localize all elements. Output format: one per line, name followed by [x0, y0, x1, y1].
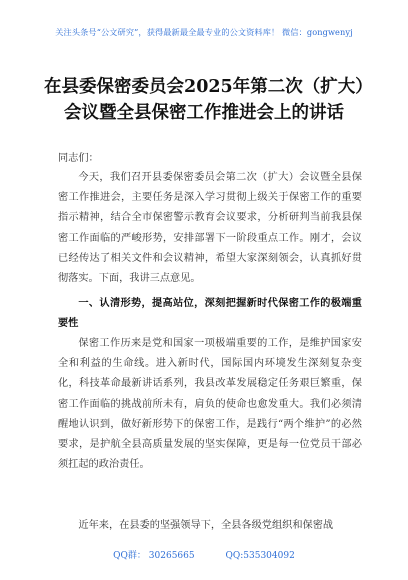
paragraph-continued: 近年来，在县委的坚强领导下，全县各级党组织和保密战: [78, 520, 334, 531]
footer-qq-group: QQ群： 30265665: [113, 551, 195, 561]
paragraph-intro: 今天，我们召开县委保密委员会第二次（扩大）会议暨全县保密工作推进会，主要任务是深入学习贯彻上级关于保密工作的重要指示精神，结合全市保密警示教育会议要求，分析研判当前我县保密工作面临的严峻形势，安排部署下一阶段重点工作。刚才，会议已经传达了相关文件和会议精神，希望大家深刻领会，认真抓好贯彻落实。下面，我讲三点意见。: [58, 172, 362, 285]
footer-contact: [0, 548, 408, 561]
paragraph-section-1: 保密工作历来是党和国家一项极端重要的工作，是维护国家安全和利益的生命线。进入新时代，国际国内环境发生深刻复杂变化，科技革命最新讲话系列，我县改革发展稳定任务艰巨繁重，保密工作面临的挑战前所未有，肩负的使命也愈发重大。我们必须清醒地认识到，做好新形势下的保密工作，是践行“两个维护”的必然要求，是护航全县高质量发展的坚实保障，更是每一位党员干部必须扛起的政治责任。: [58, 338, 362, 471]
header-banner: 关注头条号“公文研究”，获得最新最全最专业的公文资料库！ 微信：gongwenyj: [55, 27, 353, 37]
salutation: 同志们：: [58, 153, 99, 164]
section-heading-1: 一、认清形势，提高站位，深刻把握新时代保密工作的极端重要性: [58, 297, 362, 330]
footer-qq-number: QQ:535304092: [225, 551, 295, 561]
document-title: 在县委保密委员会2025年第二次（扩大）会议暨全县保密工作推进会上的讲话: [44, 77, 364, 123]
